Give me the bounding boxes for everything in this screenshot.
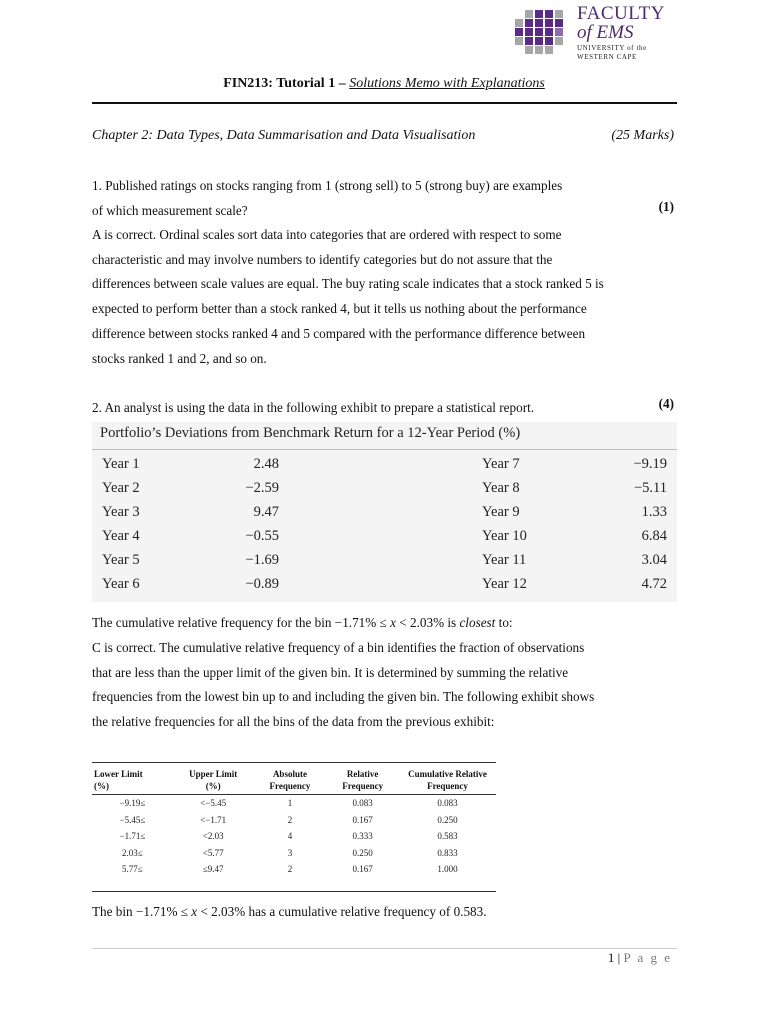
logo-university: UNIVERSITY of the <box>577 44 647 52</box>
freq-relative: 0.083 <box>352 798 373 808</box>
logo-square <box>525 28 533 36</box>
page-word: P a g e <box>623 950 672 965</box>
exhibit-value-left: 2.48 <box>253 456 279 472</box>
freq-header-text: Lower Limit <box>94 769 143 779</box>
freq-upper: <5.77 <box>202 847 224 858</box>
q1-answer-line: differences between scale values are equal. The buy rating scale indicates that a stock ranked 5 is <box>92 276 604 292</box>
document-title <box>0 76 768 92</box>
freq-table-bottom-rule <box>92 891 496 892</box>
q1-line-2: of which measurement scale? <box>92 202 248 218</box>
freq-table-row <box>92 861 496 878</box>
freq-header-text: Relative <box>346 769 379 779</box>
chapter-heading: Chapter 2: Data Types, Data Summarisation and Data Visualisation <box>92 128 476 143</box>
logo-square <box>525 46 533 54</box>
logo-square <box>545 28 553 36</box>
freq-header-text: Frequency <box>342 781 384 791</box>
q2-answer <box>92 636 677 735</box>
q2-answer-line: that are less than the upper limit of the given bin. It is determined by summing the relative <box>92 664 569 680</box>
freq-cumulative: 0.250 <box>437 814 458 825</box>
exhibit-value-right: −9.19 <box>633 456 667 472</box>
q2-conclusion <box>92 900 677 925</box>
q2-prompt-mid: < 2.03% is <box>395 615 460 630</box>
freq-relative: 0.167 <box>352 864 373 874</box>
freq-lower: −9.19≤ <box>119 798 146 808</box>
freq-header-upper <box>173 766 254 795</box>
exhibit-row <box>92 452 677 476</box>
exhibit-year-right: Year 7 <box>482 456 520 472</box>
logo-square <box>525 10 533 18</box>
freq-relative: 0.167 <box>352 814 373 825</box>
q1-answer-line: expected to perform better than a stock ranked 4, but it tells us nothing about the performance <box>92 301 587 317</box>
exhibit-value-right: 4.72 <box>641 576 667 592</box>
freq-cumulative: 0.833 <box>437 847 458 858</box>
freq-absolute: 1 <box>287 798 293 808</box>
page-number: 1 <box>607 950 615 965</box>
exhibit-value-left: −1.69 <box>245 552 279 568</box>
exhibit-year-left: Year 3 <box>102 504 140 520</box>
exhibit-year-right: Year 10 <box>482 528 527 544</box>
freq-header-text: Upper Limit <box>189 769 238 779</box>
q2-prompt-pre: The cumulative relative frequency for the bin −1.71% ≤ <box>92 615 391 630</box>
freq-absolute: 2 <box>287 864 293 874</box>
exhibit-title: Portfolio’s Deviations from Benchmark Return for a 12-Year Period (%) <box>100 425 521 441</box>
freq-absolute: 4 <box>287 831 293 841</box>
freq-header-text: Absolute <box>272 769 307 779</box>
exhibit-title-rule <box>92 449 677 450</box>
logo-square <box>515 37 523 45</box>
freq-table-row <box>92 812 496 829</box>
freq-relative: 0.333 <box>352 831 373 841</box>
logo-square <box>545 19 553 27</box>
exhibit-year-left: Year 5 <box>102 552 140 568</box>
logo-square <box>525 19 533 27</box>
q1-answer-line: stocks ranked 1 and 2, and so on. <box>92 350 267 366</box>
freq-table-top-rule <box>92 762 496 763</box>
exhibit-value-left: −2.59 <box>245 480 279 496</box>
exhibit-value-left: −0.55 <box>245 528 279 544</box>
title-rule <box>92 102 677 104</box>
freq-lower: −5.45≤ <box>119 814 146 825</box>
q2-prompt-post: to: <box>495 615 513 630</box>
freq-header-text: (%) <box>94 781 109 791</box>
logo-square <box>515 19 523 27</box>
chapter-marks: (25 Marks) <box>611 128 674 143</box>
logo-square <box>555 10 563 18</box>
q1-question <box>92 174 677 223</box>
exhibit-value-right: 1.33 <box>641 504 667 520</box>
freq-header-lower <box>92 766 173 795</box>
freq-table-row <box>92 828 496 845</box>
exhibit-value-right: −5.11 <box>633 480 667 496</box>
exhibit-row <box>92 524 677 548</box>
freq-relative: 0.250 <box>352 847 373 858</box>
q1-answer-line: A is correct. Ordinal scales sort data into categories that are ordered with respect to some <box>92 227 562 242</box>
freq-header-text: (%) <box>205 781 221 791</box>
logo-square <box>545 37 553 45</box>
q2-answer-line: C is correct. The cumulative relative frequency of a bin identifies the fraction of observations <box>92 640 585 655</box>
freq-lower: 2.03≤ <box>122 847 143 858</box>
frequency-table <box>92 766 496 878</box>
q1-answer-line: difference between stocks ranked 4 and 5 compared with the performance difference between <box>92 325 586 341</box>
logo-western-cape: WESTERN CAPE <box>577 53 637 61</box>
page-footer <box>608 950 672 966</box>
logo-of-ems: of EMS <box>577 22 634 43</box>
freq-upper: <−5.45 <box>200 798 227 808</box>
freq-header-cumulative <box>399 766 496 795</box>
q2-conclusion-pre: The bin −1.71% ≤ <box>92 904 192 919</box>
logo-square <box>535 19 543 27</box>
exhibit-year-left: Year 6 <box>102 576 140 592</box>
exhibit-row <box>92 548 677 572</box>
footer-rule <box>92 948 677 949</box>
freq-lower: 5.77≤ <box>122 864 143 874</box>
logo-square <box>555 37 563 45</box>
logo-faculty: FACULTY <box>577 3 665 24</box>
freq-header-text: Frequency <box>269 781 311 791</box>
title-subtitle: Solutions Memo with Explanations <box>349 76 545 91</box>
logo-square <box>545 10 553 18</box>
freq-cumulative: 0.583 <box>437 831 458 841</box>
q1-line-1: 1. Published ratings on stocks ranging from 1 (strong sell) to 5 (strong buy) are examples <box>92 178 563 193</box>
logo-square <box>525 37 533 45</box>
logo-square <box>555 28 563 36</box>
q2-prompt <box>92 611 677 636</box>
q2-answer-line: frequencies from the lowest bin up to and including the given bin. The following exhibit shows <box>92 689 595 705</box>
freq-upper: <2.03 <box>202 831 224 841</box>
q2-conclusion-var: x <box>191 904 198 919</box>
freq-absolute: 3 <box>287 847 293 858</box>
exhibit-row <box>92 572 677 596</box>
page-separator: | <box>614 950 624 965</box>
freq-header-absolute <box>254 766 327 795</box>
q2-marks: (4) <box>658 396 674 411</box>
logo-square <box>535 37 543 45</box>
freq-header-text: Cumulative Relative <box>408 769 487 779</box>
freq-table-header-row <box>92 766 496 795</box>
q1-answer <box>92 223 677 371</box>
exhibit-year-left: Year 2 <box>102 480 140 496</box>
logo-square <box>535 10 543 18</box>
q1-answer-line: characteristic and may involve numbers to identify categories but do not assure that the <box>92 251 553 267</box>
logo-square <box>555 19 563 27</box>
q1-marks: (1) <box>658 199 674 214</box>
q2-prompt-em: closest <box>459 615 496 630</box>
exhibit-year-right: Year 9 <box>482 504 520 520</box>
exhibit-year-left: Year 1 <box>102 456 140 472</box>
logo-square <box>545 46 553 54</box>
freq-lower: −1.71≤ <box>119 831 146 841</box>
exhibit-year-right: Year 11 <box>482 552 527 568</box>
exhibit-row <box>92 500 677 524</box>
logo-square <box>535 28 543 36</box>
freq-header-text: Frequency <box>427 781 468 791</box>
freq-header-relative <box>326 766 399 795</box>
freq-upper: <−1.71 <box>200 814 227 825</box>
logo-square <box>535 46 543 54</box>
logo-square <box>515 28 523 36</box>
faculty-logo-grid <box>515 10 565 55</box>
exhibit-year-left: Year 4 <box>102 528 140 544</box>
exhibit-year-right: Year 12 <box>482 576 527 592</box>
faculty-logo-text <box>577 4 665 61</box>
exhibit-value-right: 3.04 <box>641 552 667 568</box>
q2-question: 2. An analyst is using the data in the following exhibit to prepare a statistical report. <box>92 400 535 415</box>
freq-table-row <box>92 795 496 812</box>
q2-prompt-var: x <box>390 615 396 630</box>
q2-answer-line: the relative frequencies for all the bins of the data from the previous exhibit: <box>92 714 495 730</box>
exhibit-row <box>92 476 677 500</box>
title-main: FIN213: Tutorial 1 – <box>223 76 350 91</box>
exhibit-value-left: −0.89 <box>245 576 279 592</box>
exhibit-year-right: Year 8 <box>482 480 520 496</box>
exhibit-value-left: 9.47 <box>253 504 279 520</box>
freq-cumulative: 0.083 <box>437 798 458 808</box>
freq-absolute: 2 <box>287 814 293 825</box>
freq-upper: ≤9.47 <box>202 864 224 874</box>
q2-conclusion-post: < 2.03% has a cumulative relative frequency of 0.583. <box>197 904 487 919</box>
freq-table-row <box>92 845 496 862</box>
freq-cumulative: 1.000 <box>437 864 458 874</box>
exhibit-value-right: 6.84 <box>641 528 667 544</box>
freq-table-body <box>92 795 496 878</box>
